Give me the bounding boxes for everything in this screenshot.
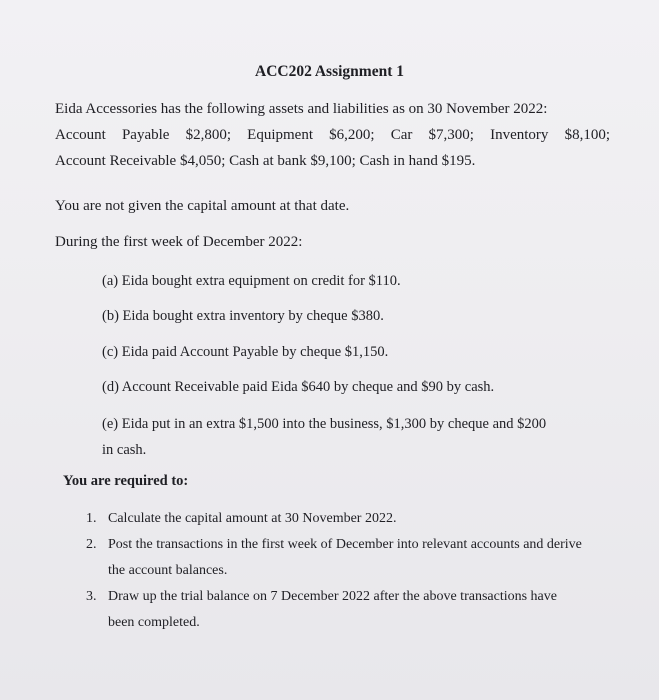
requirement-text: Draw up the trial balance on 7 December 2022 after the above transactions have been completed. (108, 589, 557, 630)
transaction-a: (a) Eida bought extra equipment on credit for $110. (102, 273, 401, 289)
requirement-item (86, 584, 586, 636)
requirement-text: Post the transactions in the first week of December into relevant accounts and derive the account balances. (108, 537, 582, 578)
requirement-number: 1. (86, 511, 97, 526)
required-heading: You are required to: (63, 473, 189, 489)
transaction-d: (d) Account Receivable paid Eida $640 by cheque and $90 by cash. (102, 379, 495, 395)
capital-note: You are not given the capital amount at that date. (55, 198, 350, 214)
intro-line-2: Account Payable $2,800; Equipment $6,200; Car $7,300; Inventory $8,100; (55, 127, 610, 143)
requirement-item (86, 506, 586, 532)
requirement-number: 3. (86, 589, 97, 604)
intro-line-3: Account Receivable $4,050; Cash at bank $9,100; Cash in hand $195. (55, 153, 476, 169)
requirement-text: Calculate the capital amount at 30 November 2022. (108, 511, 397, 526)
requirements-list (86, 506, 586, 636)
transaction-e: (e) Eida put in an extra $1,500 into the business, $1,300 by cheque and $200 (102, 416, 547, 432)
transaction-c: (c) Eida paid Account Payable by cheque $1,150. (102, 344, 389, 360)
transaction-e-continued: in cash. (102, 442, 147, 458)
intro-paragraph (55, 96, 610, 174)
transaction-b: (b) Eida bought extra inventory by cheque $380. (102, 308, 384, 324)
requirement-number: 2. (86, 537, 97, 552)
requirement-item (86, 532, 586, 584)
intro-line-1: Eida Accessories has the following assets and liabilities as on 30 November 2022: (55, 101, 548, 117)
week-heading: During the first week of December 2022: (55, 234, 303, 250)
page-title: ACC202 Assignment 1 (255, 63, 404, 80)
